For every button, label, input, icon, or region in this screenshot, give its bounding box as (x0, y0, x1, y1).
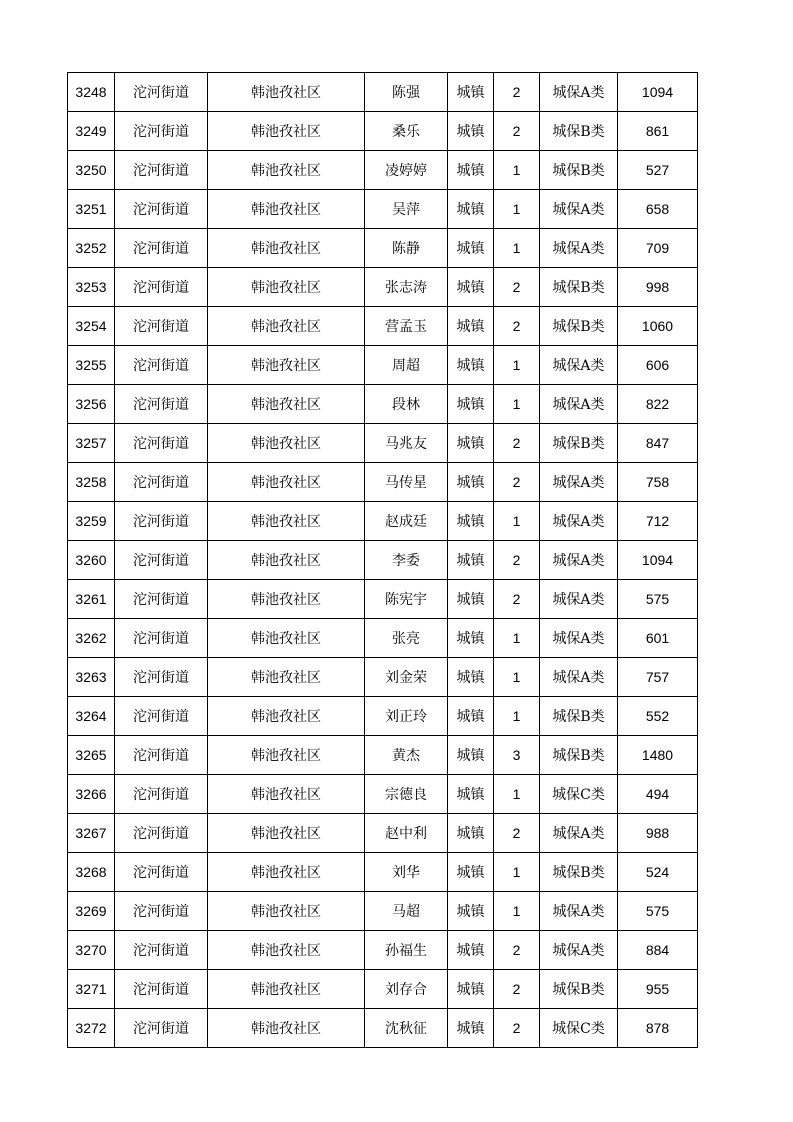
cell-subsidy-category: 城保A类 (540, 385, 618, 424)
cell-community: 韩池孜社区 (208, 853, 365, 892)
cell-person-name: 陈宪宇 (365, 580, 448, 619)
cell-person-name: 凌婷婷 (365, 151, 448, 190)
cell-area-type: 城镇 (448, 229, 494, 268)
cell-area-type: 城镇 (448, 541, 494, 580)
table-row (68, 385, 698, 424)
cell-amount: 861 (618, 112, 698, 151)
table-row (68, 424, 698, 463)
cell-subsidy-category: 城保A类 (540, 931, 618, 970)
table-row (68, 658, 698, 697)
cell-amount: 757 (618, 658, 698, 697)
table-row (68, 151, 698, 190)
cell-community: 韩池孜社区 (208, 1009, 365, 1048)
cell-amount: 527 (618, 151, 698, 190)
cell-street: 沱河街道 (115, 112, 208, 151)
cell-person-name: 刘华 (365, 853, 448, 892)
cell-serial-number: 3256 (68, 385, 115, 424)
table-row (68, 1009, 698, 1048)
table-row (68, 931, 698, 970)
cell-area-type: 城镇 (448, 346, 494, 385)
cell-area-type: 城镇 (448, 658, 494, 697)
cell-area-type: 城镇 (448, 463, 494, 502)
cell-amount: 575 (618, 580, 698, 619)
cell-household-size: 1 (494, 346, 540, 385)
cell-person-name: 陈强 (365, 73, 448, 112)
table-row (68, 307, 698, 346)
cell-street: 沱河街道 (115, 268, 208, 307)
cell-street: 沱河街道 (115, 853, 208, 892)
cell-amount: 998 (618, 268, 698, 307)
cell-person-name: 营孟玉 (365, 307, 448, 346)
cell-household-size: 1 (494, 385, 540, 424)
table-row (68, 970, 698, 1009)
cell-amount: 575 (618, 892, 698, 931)
cell-serial-number: 3270 (68, 931, 115, 970)
cell-subsidy-category: 城保C类 (540, 1009, 618, 1048)
cell-subsidy-category: 城保B类 (540, 853, 618, 892)
cell-subsidy-category: 城保B类 (540, 424, 618, 463)
cell-street: 沱河街道 (115, 775, 208, 814)
cell-street: 沱河街道 (115, 73, 208, 112)
cell-area-type: 城镇 (448, 502, 494, 541)
cell-subsidy-category: 城保B类 (540, 970, 618, 1009)
cell-amount: 552 (618, 697, 698, 736)
cell-household-size: 2 (494, 1009, 540, 1048)
cell-person-name: 刘正玲 (365, 697, 448, 736)
cell-community: 韩池孜社区 (208, 112, 365, 151)
cell-amount: 1094 (618, 73, 698, 112)
cell-amount: 988 (618, 814, 698, 853)
cell-amount: 658 (618, 190, 698, 229)
cell-subsidy-category: 城保A类 (540, 190, 618, 229)
cell-area-type: 城镇 (448, 73, 494, 112)
table-row (68, 580, 698, 619)
cell-street: 沱河街道 (115, 619, 208, 658)
cell-street: 沱河街道 (115, 736, 208, 775)
cell-serial-number: 3257 (68, 424, 115, 463)
cell-household-size: 2 (494, 307, 540, 346)
cell-street: 沱河街道 (115, 190, 208, 229)
cell-household-size: 1 (494, 190, 540, 229)
cell-household-size: 1 (494, 151, 540, 190)
cell-household-size: 1 (494, 229, 540, 268)
cell-community: 韩池孜社区 (208, 814, 365, 853)
table-row (68, 463, 698, 502)
table-row (68, 814, 698, 853)
cell-serial-number: 3267 (68, 814, 115, 853)
cell-street: 沱河街道 (115, 424, 208, 463)
cell-community: 韩池孜社区 (208, 463, 365, 502)
cell-amount: 884 (618, 931, 698, 970)
cell-amount: 1480 (618, 736, 698, 775)
cell-street: 沱河街道 (115, 385, 208, 424)
table-row (68, 892, 698, 931)
table-row (68, 619, 698, 658)
cell-community: 韩池孜社区 (208, 892, 365, 931)
cell-person-name: 桑乐 (365, 112, 448, 151)
cell-subsidy-category: 城保B类 (540, 697, 618, 736)
cell-community: 韩池孜社区 (208, 190, 365, 229)
cell-subsidy-category: 城保B类 (540, 307, 618, 346)
table-body (68, 73, 698, 1048)
cell-household-size: 3 (494, 736, 540, 775)
cell-household-size: 1 (494, 775, 540, 814)
cell-area-type: 城镇 (448, 1009, 494, 1048)
cell-community: 韩池孜社区 (208, 73, 365, 112)
cell-serial-number: 3268 (68, 853, 115, 892)
cell-serial-number: 3255 (68, 346, 115, 385)
cell-household-size: 1 (494, 697, 540, 736)
cell-area-type: 城镇 (448, 112, 494, 151)
cell-person-name: 沈秋征 (365, 1009, 448, 1048)
cell-street: 沱河街道 (115, 931, 208, 970)
cell-serial-number: 3261 (68, 580, 115, 619)
cell-person-name: 宗德良 (365, 775, 448, 814)
cell-serial-number: 3252 (68, 229, 115, 268)
cell-community: 韩池孜社区 (208, 424, 365, 463)
table-row (68, 346, 698, 385)
cell-household-size: 2 (494, 541, 540, 580)
cell-household-size: 1 (494, 853, 540, 892)
cell-person-name: 黄杰 (365, 736, 448, 775)
table-row (68, 697, 698, 736)
cell-area-type: 城镇 (448, 814, 494, 853)
cell-person-name: 张亮 (365, 619, 448, 658)
cell-serial-number: 3250 (68, 151, 115, 190)
cell-serial-number: 3253 (68, 268, 115, 307)
cell-area-type: 城镇 (448, 424, 494, 463)
cell-community: 韩池孜社区 (208, 268, 365, 307)
cell-street: 沱河街道 (115, 970, 208, 1009)
cell-area-type: 城镇 (448, 385, 494, 424)
cell-household-size: 1 (494, 502, 540, 541)
cell-amount: 709 (618, 229, 698, 268)
cell-community: 韩池孜社区 (208, 541, 365, 580)
cell-person-name: 周超 (365, 346, 448, 385)
cell-community: 韩池孜社区 (208, 736, 365, 775)
cell-area-type: 城镇 (448, 619, 494, 658)
cell-community: 韩池孜社区 (208, 151, 365, 190)
cell-person-name: 李委 (365, 541, 448, 580)
cell-amount: 712 (618, 502, 698, 541)
cell-area-type: 城镇 (448, 268, 494, 307)
cell-subsidy-category: 城保A类 (540, 502, 618, 541)
table-row (68, 853, 698, 892)
cell-household-size: 2 (494, 112, 540, 151)
cell-street: 沱河街道 (115, 658, 208, 697)
cell-person-name: 刘存合 (365, 970, 448, 1009)
cell-serial-number: 3266 (68, 775, 115, 814)
cell-area-type: 城镇 (448, 307, 494, 346)
cell-area-type: 城镇 (448, 697, 494, 736)
beneficiary-table (67, 72, 698, 1048)
table-row (68, 736, 698, 775)
table-row (68, 541, 698, 580)
cell-amount: 606 (618, 346, 698, 385)
cell-street: 沱河街道 (115, 346, 208, 385)
cell-community: 韩池孜社区 (208, 385, 365, 424)
cell-subsidy-category: 城保A类 (540, 892, 618, 931)
cell-subsidy-category: 城保A类 (540, 73, 618, 112)
cell-street: 沱河街道 (115, 463, 208, 502)
cell-person-name: 陈静 (365, 229, 448, 268)
cell-subsidy-category: 城保A类 (540, 580, 618, 619)
cell-subsidy-category: 城保B类 (540, 151, 618, 190)
cell-community: 韩池孜社区 (208, 697, 365, 736)
cell-community: 韩池孜社区 (208, 775, 365, 814)
cell-amount: 1094 (618, 541, 698, 580)
cell-household-size: 1 (494, 658, 540, 697)
cell-street: 沱河街道 (115, 580, 208, 619)
cell-person-name: 孙福生 (365, 931, 448, 970)
cell-street: 沱河街道 (115, 1009, 208, 1048)
cell-street: 沱河街道 (115, 229, 208, 268)
table-row (68, 73, 698, 112)
cell-street: 沱河街道 (115, 697, 208, 736)
table-row (68, 775, 698, 814)
cell-serial-number: 3265 (68, 736, 115, 775)
cell-area-type: 城镇 (448, 580, 494, 619)
cell-person-name: 赵中利 (365, 814, 448, 853)
cell-person-name: 赵成廷 (365, 502, 448, 541)
cell-subsidy-category: 城保B类 (540, 112, 618, 151)
cell-household-size: 2 (494, 931, 540, 970)
cell-household-size: 2 (494, 463, 540, 502)
cell-area-type: 城镇 (448, 853, 494, 892)
table-row (68, 229, 698, 268)
cell-amount: 1060 (618, 307, 698, 346)
cell-household-size: 2 (494, 424, 540, 463)
cell-street: 沱河街道 (115, 502, 208, 541)
cell-subsidy-category: 城保C类 (540, 775, 618, 814)
cell-area-type: 城镇 (448, 736, 494, 775)
cell-household-size: 2 (494, 970, 540, 1009)
cell-community: 韩池孜社区 (208, 502, 365, 541)
cell-household-size: 1 (494, 619, 540, 658)
cell-community: 韩池孜社区 (208, 346, 365, 385)
cell-household-size: 2 (494, 814, 540, 853)
cell-household-size: 2 (494, 580, 540, 619)
table-row (68, 190, 698, 229)
cell-serial-number: 3264 (68, 697, 115, 736)
cell-amount: 524 (618, 853, 698, 892)
cell-subsidy-category: 城保A类 (540, 346, 618, 385)
cell-amount: 955 (618, 970, 698, 1009)
cell-area-type: 城镇 (448, 931, 494, 970)
cell-street: 沱河街道 (115, 307, 208, 346)
cell-subsidy-category: 城保A类 (540, 619, 618, 658)
cell-person-name: 张志涛 (365, 268, 448, 307)
cell-serial-number: 3272 (68, 1009, 115, 1048)
cell-person-name: 马传星 (365, 463, 448, 502)
cell-area-type: 城镇 (448, 970, 494, 1009)
cell-community: 韩池孜社区 (208, 931, 365, 970)
cell-amount: 601 (618, 619, 698, 658)
cell-amount: 822 (618, 385, 698, 424)
cell-community: 韩池孜社区 (208, 619, 365, 658)
cell-serial-number: 3254 (68, 307, 115, 346)
cell-subsidy-category: 城保A类 (540, 463, 618, 502)
cell-area-type: 城镇 (448, 892, 494, 931)
cell-community: 韩池孜社区 (208, 580, 365, 619)
cell-serial-number: 3263 (68, 658, 115, 697)
cell-serial-number: 3251 (68, 190, 115, 229)
cell-community: 韩池孜社区 (208, 658, 365, 697)
cell-household-size: 2 (494, 268, 540, 307)
cell-street: 沱河街道 (115, 814, 208, 853)
cell-household-size: 2 (494, 73, 540, 112)
cell-serial-number: 3269 (68, 892, 115, 931)
cell-subsidy-category: 城保A类 (540, 814, 618, 853)
cell-serial-number: 3258 (68, 463, 115, 502)
cell-subsidy-category: 城保B类 (540, 268, 618, 307)
cell-street: 沱河街道 (115, 151, 208, 190)
cell-area-type: 城镇 (448, 775, 494, 814)
cell-community: 韩池孜社区 (208, 970, 365, 1009)
cell-household-size: 1 (494, 892, 540, 931)
cell-area-type: 城镇 (448, 151, 494, 190)
table-row (68, 502, 698, 541)
cell-subsidy-category: 城保A类 (540, 658, 618, 697)
cell-amount: 878 (618, 1009, 698, 1048)
cell-amount: 847 (618, 424, 698, 463)
cell-person-name: 段林 (365, 385, 448, 424)
cell-person-name: 吴萍 (365, 190, 448, 229)
cell-serial-number: 3262 (68, 619, 115, 658)
cell-amount: 758 (618, 463, 698, 502)
cell-subsidy-category: 城保A类 (540, 541, 618, 580)
cell-street: 沱河街道 (115, 541, 208, 580)
cell-amount: 494 (618, 775, 698, 814)
cell-serial-number: 3249 (68, 112, 115, 151)
cell-serial-number: 3259 (68, 502, 115, 541)
cell-community: 韩池孜社区 (208, 229, 365, 268)
cell-person-name: 刘金荣 (365, 658, 448, 697)
cell-serial-number: 3260 (68, 541, 115, 580)
cell-person-name: 马超 (365, 892, 448, 931)
cell-serial-number: 3248 (68, 73, 115, 112)
table-row (68, 112, 698, 151)
cell-community: 韩池孜社区 (208, 307, 365, 346)
table-row (68, 268, 698, 307)
cell-subsidy-category: 城保B类 (540, 736, 618, 775)
cell-area-type: 城镇 (448, 190, 494, 229)
cell-serial-number: 3271 (68, 970, 115, 1009)
cell-street: 沱河街道 (115, 892, 208, 931)
cell-person-name: 马兆友 (365, 424, 448, 463)
cell-subsidy-category: 城保A类 (540, 229, 618, 268)
